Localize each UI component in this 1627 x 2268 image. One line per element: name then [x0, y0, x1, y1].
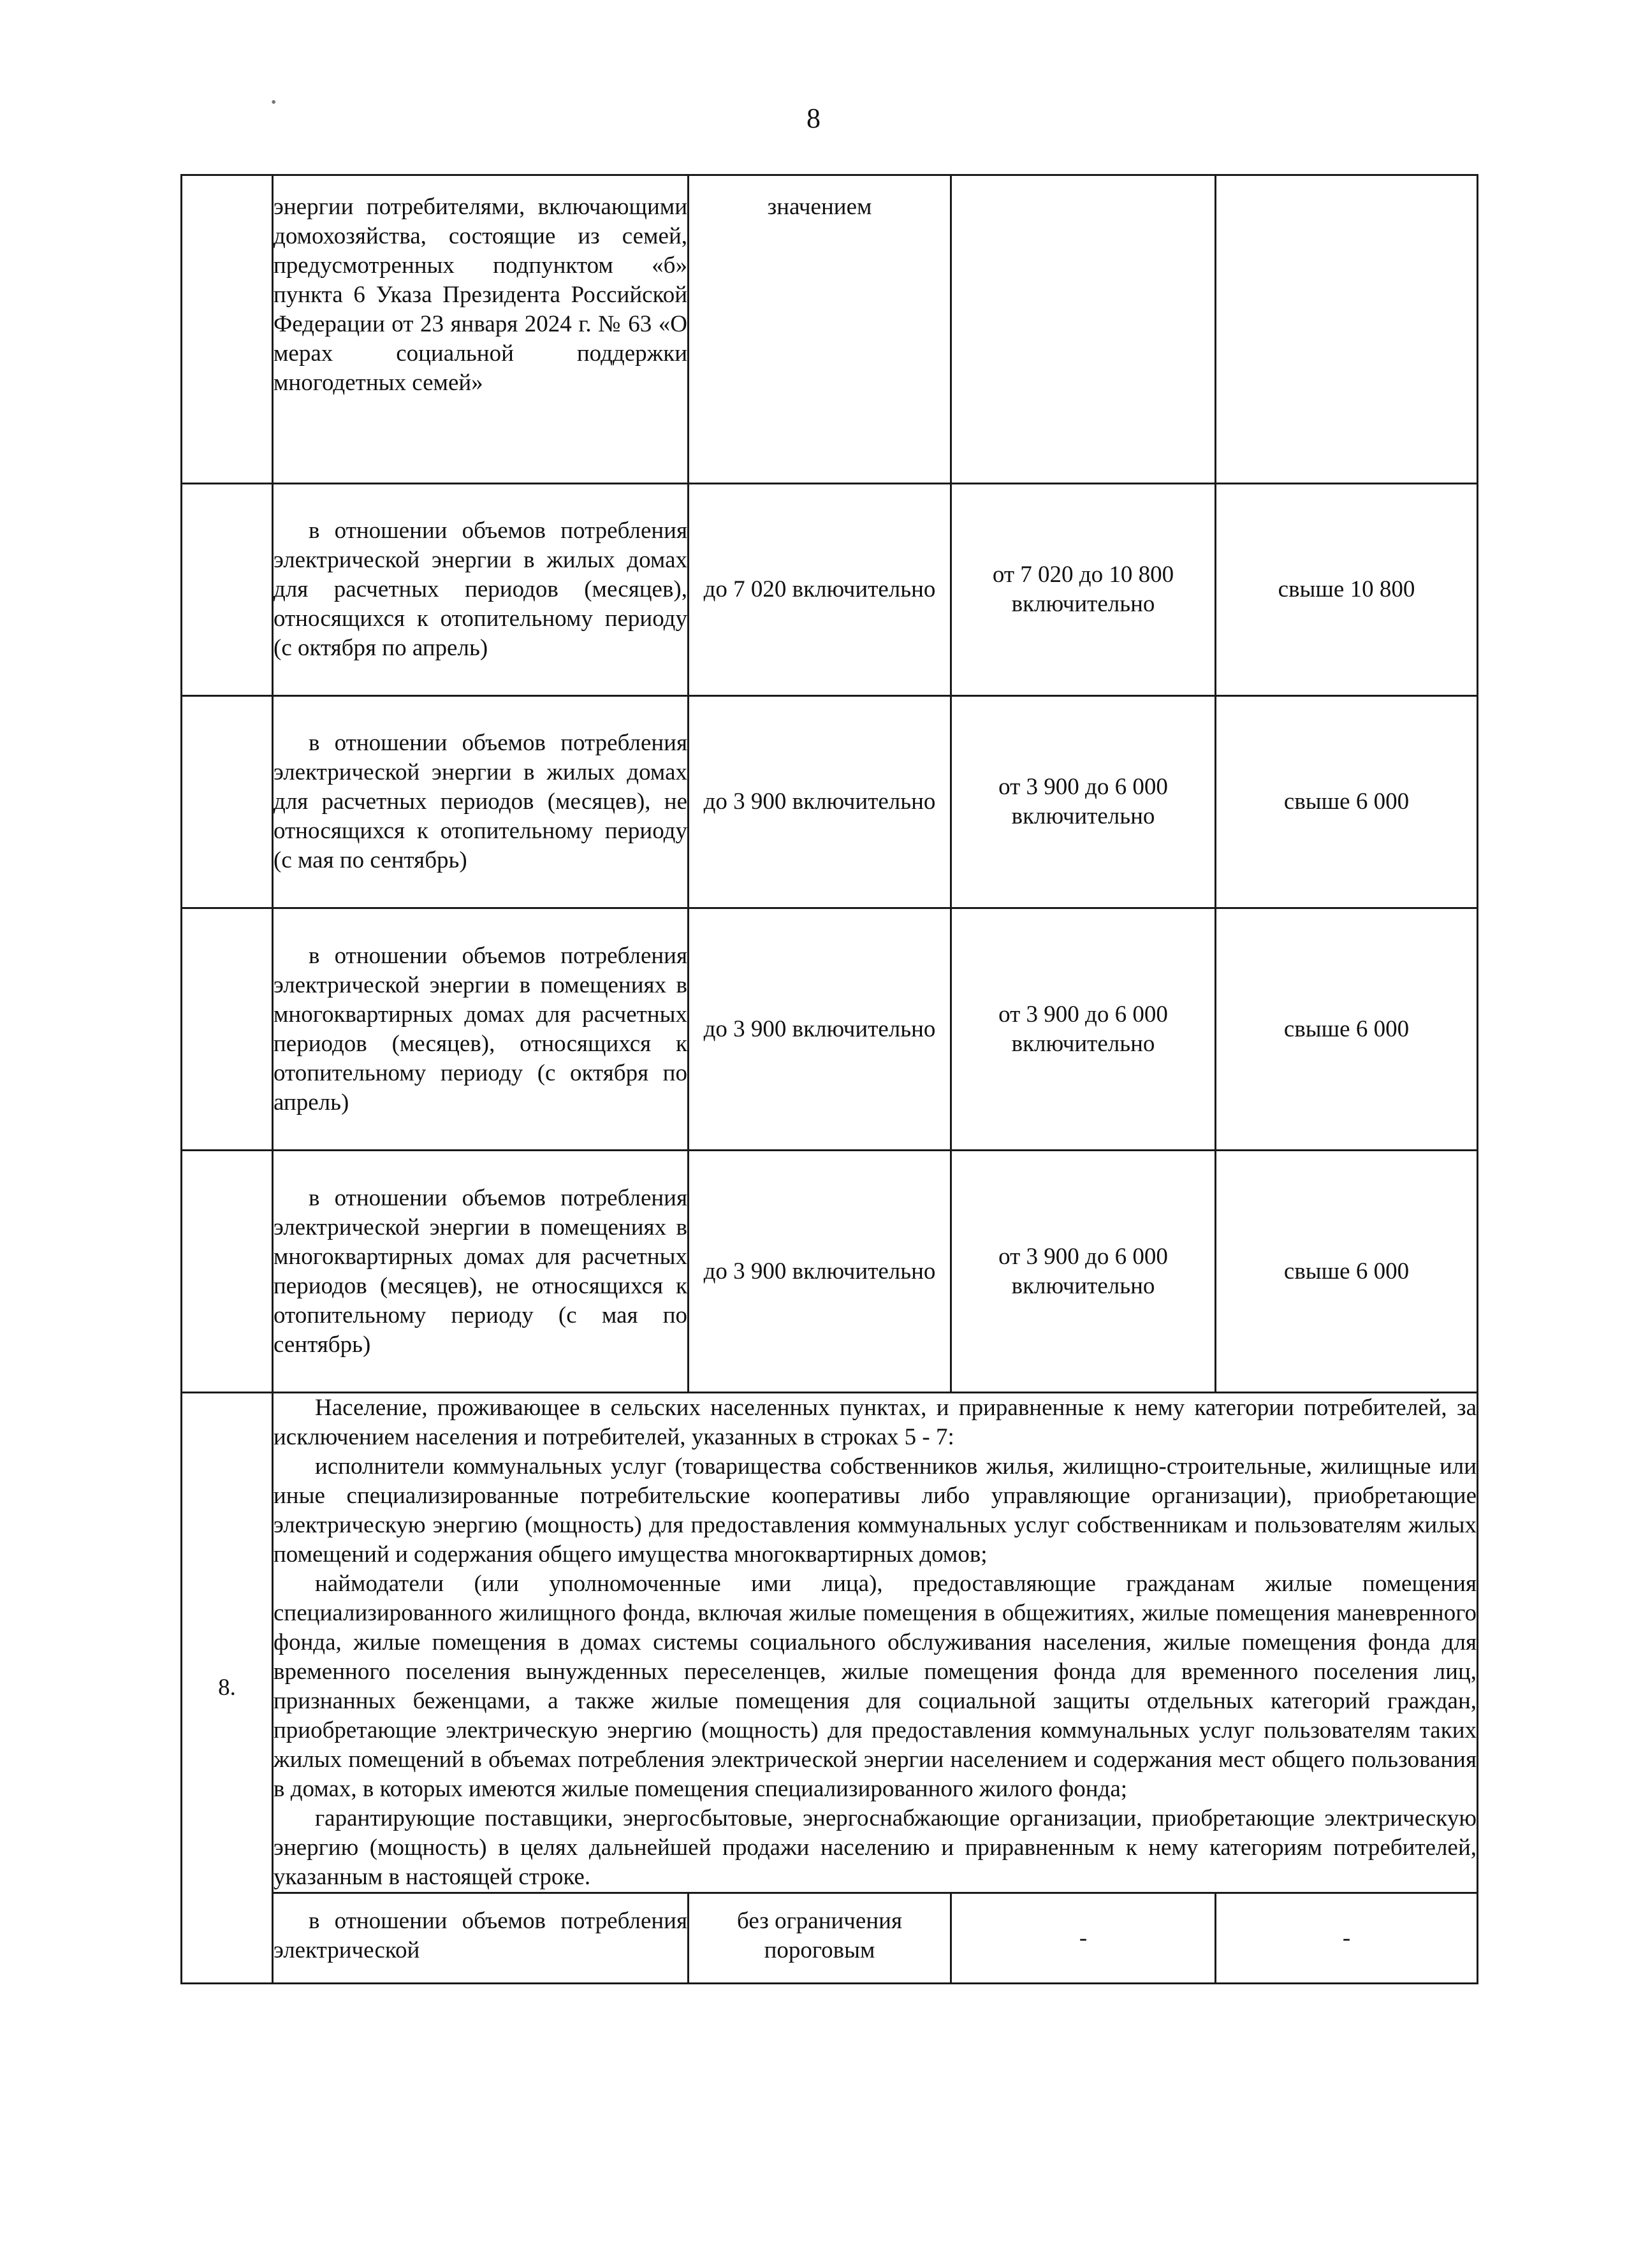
row-number-cell — [182, 484, 273, 696]
row-number-cell — [182, 908, 273, 1151]
value-cell: - — [1216, 1893, 1478, 1984]
row-description: в отношении объемов потребления электрической энергии в жилых домах для расчетных периодов (месяцев), относящихся к отопительному периоду (с октября по апрель) — [273, 484, 689, 696]
row-description: энергии потребителями, включающими домохозяйства, состоящие из семей, предусмотренных подпунктом «б» пункта 6 Указа Президента Российской Федерации от 23 января 2024 г. № 63 «О мерах социальной поддержки многодетных семей» — [273, 175, 689, 484]
value-cell: значением — [689, 175, 951, 484]
value-cell: свыше 10 800 — [1216, 484, 1478, 696]
value-cell — [1216, 175, 1478, 484]
value-cell: от 3 900 до 6 000 включительно — [951, 696, 1216, 908]
section-8-paragraph: наймодатели (или уполномоченные ими лица), предоставляющие гражданам жилые помещения специализированного жилищного фонда, включая жилые помещения в общежитиях, жилые помещения маневренного фонда, жилые помещения в домах системы социального обслуживания населения, жилые помещения фонда для временного поселения вынужденных переселенцев, жилые помещения фонда для временного поселения лиц, признанных беженцами, а также жилые помещения для социальной защиты отдельных категорий граждан, приобретающие электрическую энергию (мощность) для предоставления коммунальных услуг пользователям таких жилых помещений в объемах потребления электрической энергии населением и содержания мест общего пользования в домах, в которых имеются жилые помещения специализированного жилого фонда; — [274, 1571, 1477, 1802]
table-row — [182, 1893, 1478, 1984]
table-row — [182, 175, 1478, 484]
table-row — [182, 696, 1478, 908]
section-8-text — [273, 1393, 1478, 1893]
section-8-paragraph: исполнители коммунальных услуг (товарищества собственников жилья, жилищно-строительные, жилищные или иные специализированные потребительские кооперативы либо управляющие организации), приобретающие электрическую энергию (мощность) для предоставления коммунальных услуг собственникам и пользователям жилых помещений и содержания общего имущества многоквартирных домов; — [274, 1453, 1477, 1567]
page-number: 8 — [806, 103, 821, 134]
value-cell: от 3 900 до 6 000 включительно — [951, 908, 1216, 1151]
section-8-paragraph: гарантирующие поставщики, энергосбытовые, энергоснабжающие организации, приобретающие электрическую энергию (мощность) в целях дальнейшей продажи населению и приравненным к нему категориям потребителей, указанным в настоящей строке. — [274, 1805, 1477, 1890]
row-number-cell — [182, 696, 273, 908]
value-cell: от 3 900 до 6 000 включительно — [951, 1151, 1216, 1393]
row-number-cell: 8. — [182, 1393, 273, 1984]
table-row — [182, 908, 1478, 1151]
section-8-paragraph: Население, проживающее в сельских населенных пунктах, и приравненные к нему категории потребителей, за исключением населения и потребителей, указанных в строках 5 - 7: — [274, 1395, 1477, 1450]
value-cell: до 7 020 включительно — [689, 484, 951, 696]
table-row — [182, 1151, 1478, 1393]
value-cell — [951, 175, 1216, 484]
value-cell: до 3 900 включительно — [689, 696, 951, 908]
value-cell: свыше 6 000 — [1216, 908, 1478, 1151]
value-cell: без ограничения пороговым — [689, 1893, 951, 1984]
row-description: в отношении объемов потребления электрической энергии в помещениях в многоквартирных домах для расчетных периодов (месяцев), относящихся к отопительному периоду (с октября по апрель) — [273, 908, 689, 1151]
tariff-table — [180, 174, 1478, 1984]
table-row-section-8 — [182, 1393, 1478, 1893]
row-description: в отношении объемов потребления электрической — [273, 1893, 689, 1984]
row-number-cell — [182, 1151, 273, 1393]
value-cell: до 3 900 включительно — [689, 1151, 951, 1393]
row-description: в отношении объемов потребления электрической энергии в помещениях в многоквартирных домах для расчетных периодов (месяцев), не относящихся к отопительному периоду (с мая по сентябрь) — [273, 1151, 689, 1393]
value-cell: до 3 900 включительно — [689, 908, 951, 1151]
value-cell: - — [951, 1893, 1216, 1984]
row-number-cell — [182, 175, 273, 484]
value-cell: от 7 020 до 10 800 включительно — [951, 484, 1216, 696]
value-cell: свыше 6 000 — [1216, 696, 1478, 908]
scan-artifact: • — [271, 94, 277, 111]
value-cell: свыше 6 000 — [1216, 1151, 1478, 1393]
row-description: в отношении объемов потребления электрической энергии в жилых домах для расчетных периодов (месяцев), не относящихся к отопительному периоду (с мая по сентябрь) — [273, 696, 689, 908]
table-row — [182, 484, 1478, 696]
